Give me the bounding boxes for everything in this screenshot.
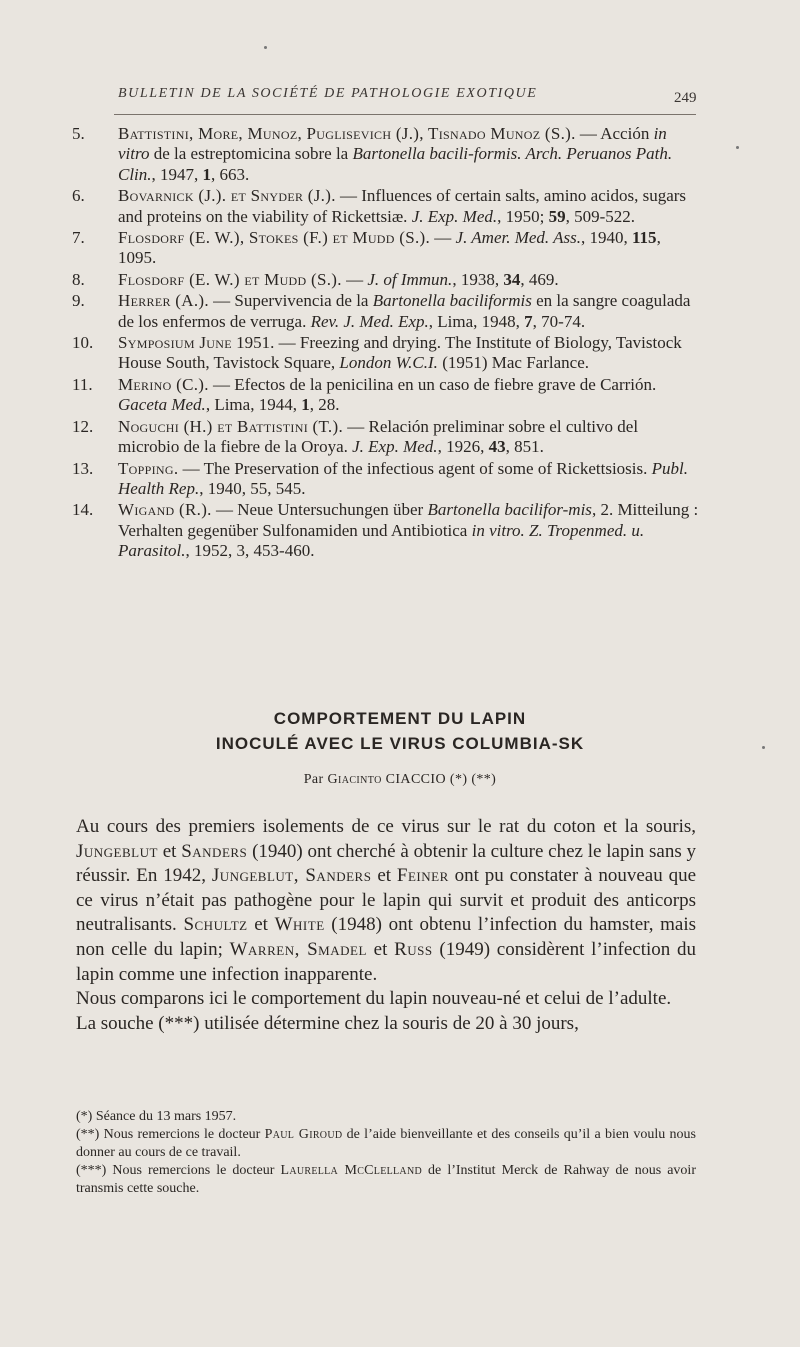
author-name-jungeblut: Jungeblut	[76, 840, 158, 862]
author-name-russ: Russ	[394, 938, 433, 960]
reference-text: —	[430, 228, 456, 248]
author-first-name: Giacinto	[327, 772, 382, 787]
author-name-sanders: Sanders	[181, 840, 248, 862]
author-name-white: White	[274, 914, 325, 936]
paragraph-3: La souche (***) utilisée détermine chez la souris de 20 à 30 jours,	[76, 1012, 579, 1034]
footnote-3	[76, 1162, 696, 1198]
reference-text: (1951) Mac Farlance.	[437, 353, 589, 373]
author-name-schultz: Schultz	[183, 914, 248, 936]
reference-text: , 1940,	[581, 228, 632, 248]
reference-italic: Publ. Health Rep.	[118, 458, 688, 498]
paragraph-1-text-i: (1949) considèrent l’infection du lapin comme une infection inapparente.	[76, 938, 696, 985]
reference-number: 5.	[72, 124, 85, 143]
reference-authors: Topping.	[118, 458, 179, 478]
reference-text: en la sangre coagulada de los enfermos de verruga.	[118, 291, 691, 331]
reference-entry	[72, 500, 702, 561]
reference-number: 12.	[72, 416, 94, 436]
reference-text: — The Preservation of the infectious agent of some of Rickettsiosis.	[178, 458, 652, 478]
reference-volume: 115	[632, 228, 657, 248]
print-speck	[736, 146, 739, 149]
reference-volume: 7	[524, 311, 533, 331]
author-name-warren-smadel: Warren, Smadel	[229, 938, 367, 960]
paragraph-2: Nous comparons ici le comportement du lapin nouveau-né et celui de l’adulte.	[76, 988, 672, 1010]
reference-italic: Bartonella bacili-formis. Arch. Peruanos Path. Clin.	[118, 144, 673, 184]
byline-prefix: Par	[303, 772, 328, 787]
reference-text: — Neue Untersuchungen über	[211, 500, 428, 520]
reference-text: , 851.	[505, 437, 544, 457]
footnote-2-text-a: (**) Nous remercions le docteur	[76, 1127, 265, 1142]
article-byline	[100, 772, 700, 788]
article-title-line-2: INOCULÉ AVEC LE VIRUS COLUMBIA-SK	[215, 734, 585, 753]
reference-italic: London W.C.I.	[339, 353, 438, 373]
reference-text: , Lima, 1948,	[428, 311, 525, 331]
header-rule	[114, 114, 696, 115]
author-name-jungeblut-sanders: Jungeblut, Sanders	[211, 865, 372, 887]
reference-entry	[72, 124, 702, 185]
page-number: 249	[674, 90, 697, 106]
reference-text: , 1926,	[437, 437, 489, 457]
reference-text: , 70-74.	[532, 311, 586, 331]
reference-authors: Flosdorf (E. W.), Stokes (F.) et Mudd (S.).	[118, 228, 431, 248]
paragraph-1-text-c: (1940) ont cherché à obtenir la culture chez le lapin sans y réussir. En 1942,	[76, 840, 696, 887]
author-last-name: CIACCIO (*) (**)	[381, 772, 497, 787]
reference-text: , 1952, 3, 453-460.	[185, 541, 315, 561]
reference-entry	[72, 333, 702, 374]
reference-text: — Supervivencia de la	[208, 291, 373, 311]
reference-italic: J. Exp. Med.	[411, 206, 498, 226]
paragraph-1-text-a: Au cours des premiers isolements de ce virus sur le rat du coton et la souris,	[76, 816, 696, 837]
reference-text: , 1940, 55, 545.	[199, 478, 306, 498]
reference-authors: Herrer (A.).	[118, 291, 209, 311]
reference-number: 14.	[72, 500, 94, 520]
reference-italic: Rev. J. Med. Exp.	[310, 311, 429, 331]
reference-entry	[72, 228, 702, 269]
reference-authors: Flosdorf (E. W.) et Mudd (S.).	[118, 269, 342, 289]
reference-text: 1951. — Freezing and drying. The Institute of Biology, Tavistock House South, Tavistock Square,	[118, 333, 682, 373]
reference-text: , 1095.	[118, 228, 661, 268]
reference-entry	[72, 270, 702, 290]
reference-number: 10.	[72, 333, 94, 353]
reference-number: 7.	[72, 228, 85, 248]
reference-authors: Merino (C.).	[118, 374, 209, 394]
reference-text: — Relación preliminar sobre el cultivo del microbio de la fiebre de la Oroya.	[118, 416, 639, 457]
print-speck	[762, 746, 765, 749]
footnote-2	[76, 1126, 696, 1162]
reference-number: 9.	[72, 291, 85, 311]
reference-italic: Gaceta Med.	[118, 395, 206, 415]
reference-italic: in vitro. Z. Tropenmed. u. Parasitol.	[118, 520, 645, 561]
reference-italic: J. Amer. Med. Ass.	[455, 228, 581, 248]
paragraph-1-text-d: et	[371, 865, 397, 887]
print-speck	[264, 46, 267, 49]
reference-italic: Bartonella bacilifor-mis	[427, 500, 592, 520]
reference-volume: 43	[488, 437, 506, 457]
reference-text: , Lima, 1944,	[205, 395, 302, 415]
reference-text: , 28.	[309, 395, 340, 415]
paragraph-1-text-g: (1948) ont obtenu l’infection du hamster, mais non celle du lapin;	[76, 914, 696, 960]
footnote-3-text-b: de l’Institut Merck de Rahway de nous avoir transmis cette souche.	[76, 1163, 696, 1196]
reference-text: de la estreptomicina sobre la	[149, 144, 353, 164]
footnote-1: (*) Séance du 13 mars 1957.	[76, 1109, 237, 1124]
paragraph-1-text-h: et	[366, 938, 395, 960]
article-body	[76, 815, 696, 1036]
reference-text: , 2. Mitteilung : Verhalten gegenüber Sulfonamiden und Antibiotica	[118, 500, 699, 540]
reference-italic: in vitro	[118, 124, 667, 164]
reference-text: , 1938,	[452, 269, 504, 289]
reference-text: —	[341, 269, 368, 289]
reference-volume: 59	[548, 206, 566, 226]
reference-italic: J. of Immun.	[367, 269, 453, 289]
paragraph-1	[76, 815, 696, 987]
reference-text: , 1950;	[497, 206, 549, 226]
article-title-block	[100, 706, 700, 788]
reference-entry	[72, 417, 702, 458]
footnotes	[76, 1108, 696, 1198]
article-title-line-1: COMPORTEMENT DU LAPIN	[273, 709, 527, 728]
reference-number: 6.	[72, 186, 85, 206]
reference-entry	[72, 291, 702, 332]
paragraph-1-text-b: et	[157, 840, 182, 862]
reference-text: — Influences of certain salts, amino acidos, sugars and proteins on the viability of Rickettsiæ.	[118, 186, 687, 226]
reference-volume: 1	[301, 395, 310, 415]
reference-text: — Acción	[575, 124, 654, 143]
reference-number: 8.	[72, 269, 85, 289]
paragraph-1-text-f: et	[247, 914, 275, 936]
footnote-2-text-b: de l’aide bienveillante et des conseils qu’il a bien voulu nous donner au cours de ce travail.	[76, 1127, 696, 1160]
reference-authors: Wigand (R.).	[118, 500, 212, 520]
reference-authors: Noguchi (H.) et Battistini (T.).	[118, 416, 343, 436]
reference-entry	[72, 459, 702, 500]
reference-italic: J. Exp. Med.	[352, 437, 438, 457]
reference-text: , 509-522.	[565, 206, 636, 226]
reference-volume: 34	[503, 269, 521, 289]
reference-authors: Symposium June	[118, 333, 232, 353]
reference-italic: Bartonella baciliformis	[372, 291, 532, 311]
reference-entry	[72, 375, 702, 416]
reference-authors: Bovarnick (J.). et Snyder (J.).	[118, 186, 336, 206]
reference-number: 13.	[72, 458, 94, 478]
author-name-feiner: Feiner	[396, 865, 449, 887]
reference-text: , 469.	[520, 269, 559, 289]
reference-text: , 1947,	[151, 164, 203, 184]
reference-list	[72, 124, 702, 563]
running-head: BULLETIN DE LA SOCIÉTÉ DE PATHOLOGIE EXOTIQUE	[118, 86, 538, 101]
paragraph-1-text-e: ont pu constater à nouveau que ce virus n’était pas pathogène pour le lapin qui survit et produit des anticorps neutralisants.	[76, 865, 697, 936]
reference-volume: 1	[202, 164, 212, 184]
reference-text: , 663.	[211, 164, 250, 184]
footnote-3-name: Laurella McClelland	[280, 1163, 422, 1178]
reference-entry	[72, 186, 702, 227]
footnote-2-name: Paul Giroud	[264, 1127, 343, 1142]
reference-text: — Efectos de la penicilina en un caso de fiebre grave de Carrión.	[208, 374, 657, 394]
footnote-3-text-a: (***) Nous remercions le docteur	[76, 1163, 281, 1178]
reference-authors: Battistini, More, Munoz, Puglisevich (J.), Tisnado Munoz (S.).	[118, 124, 576, 143]
reference-number: 11.	[72, 374, 93, 394]
